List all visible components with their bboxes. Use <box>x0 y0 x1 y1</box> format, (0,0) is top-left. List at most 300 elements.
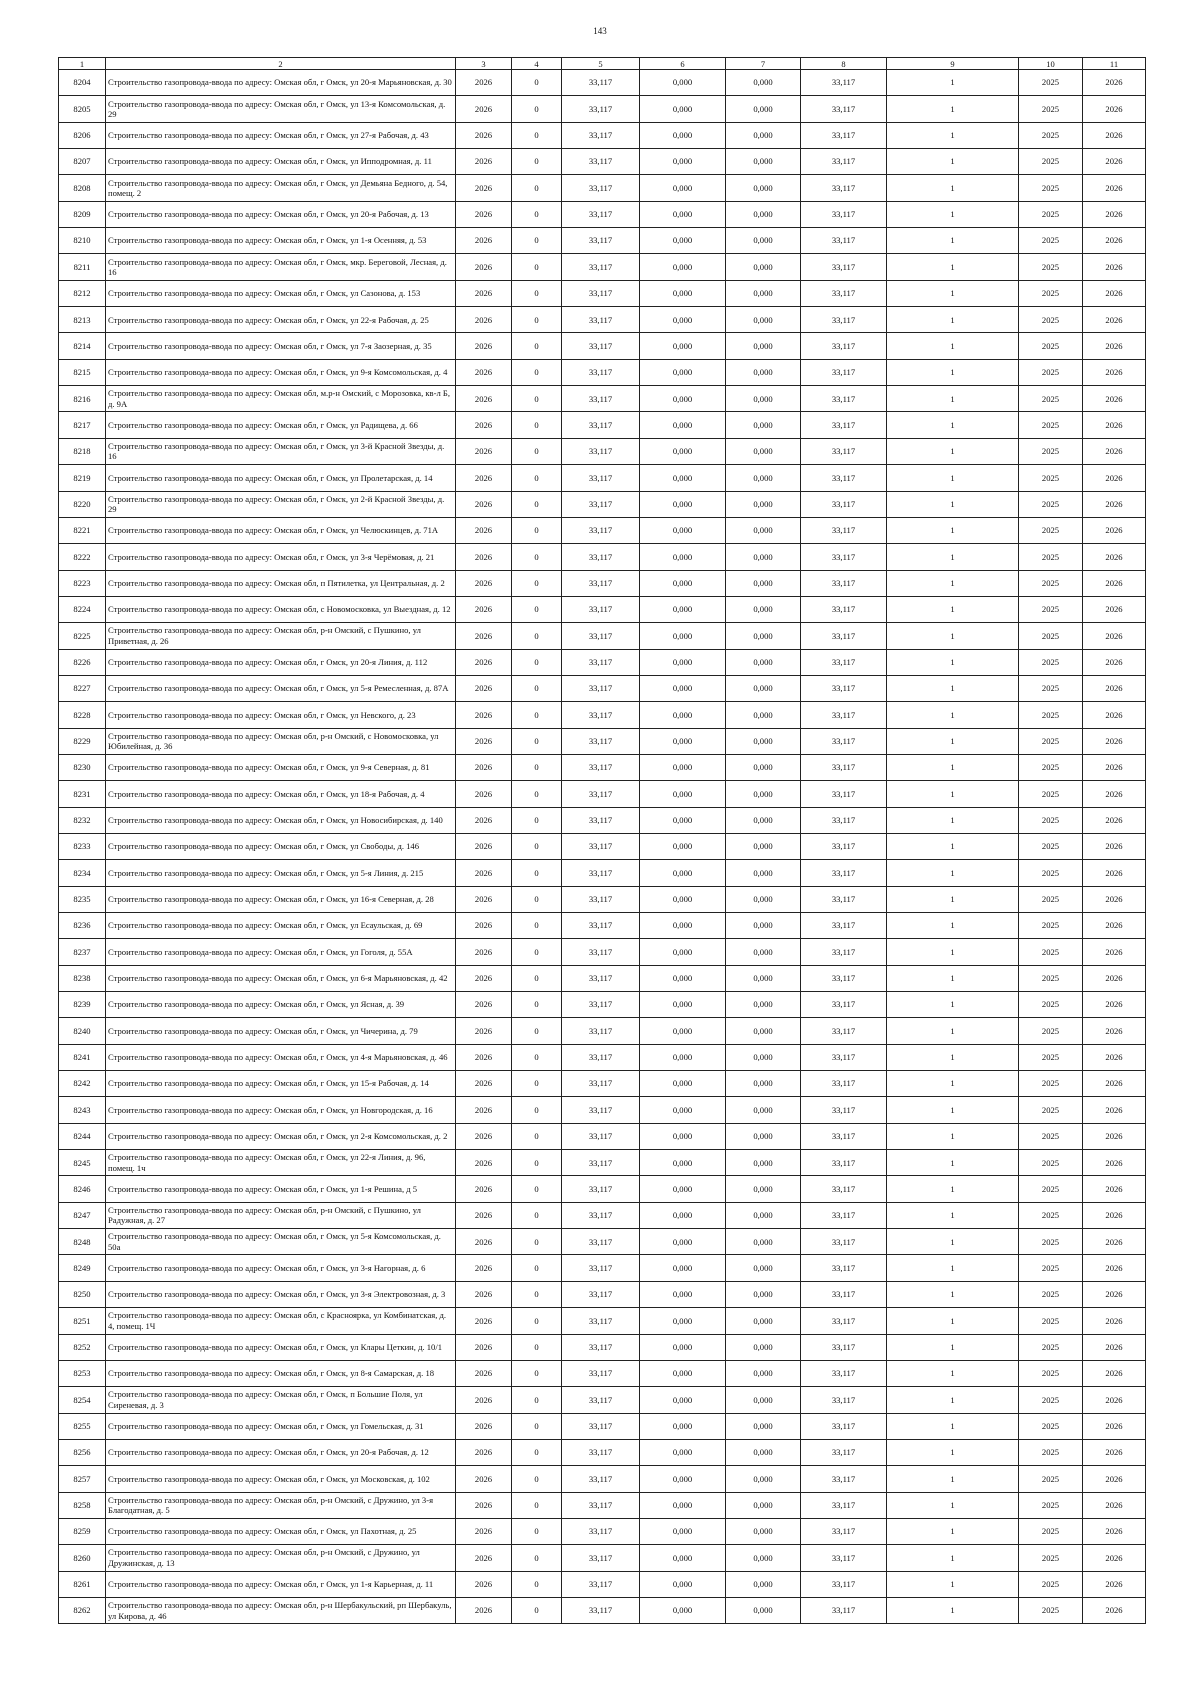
column-5-cell: 33,117 <box>562 201 640 227</box>
column-11-cell: 2026 <box>1083 1571 1146 1597</box>
column-9-cell: 1 <box>887 1255 1019 1281</box>
column-3-cell: 2026 <box>456 1308 512 1334</box>
column-11-cell: 2026 <box>1083 149 1146 175</box>
description-cell: Строительство газопровода-ввода по адресу: Омская обл, г Омск, п Большие Поля, ул Сиреневая, д. 3 <box>106 1387 456 1413</box>
column-5-cell: 33,117 <box>562 1281 640 1307</box>
column-4-cell: 0 <box>512 491 562 517</box>
column-6-cell: 0,000 <box>640 1018 726 1044</box>
column-9-cell: 1 <box>887 1571 1019 1597</box>
column-6-cell: 0,000 <box>640 570 726 596</box>
column-10-cell: 2025 <box>1019 1492 1083 1518</box>
column-9-cell: 1 <box>887 702 1019 728</box>
column-11-cell: 2026 <box>1083 1466 1146 1492</box>
column-5-cell: 33,117 <box>562 517 640 543</box>
row-number-cell: 8255 <box>59 1413 106 1439</box>
column-4-cell: 0 <box>512 781 562 807</box>
column-4-cell: 0 <box>512 254 562 280</box>
column-10-cell: 2025 <box>1019 1439 1083 1465</box>
column-4-cell: 0 <box>512 1071 562 1097</box>
column-9-cell: 1 <box>887 70 1019 96</box>
column-11-cell: 2026 <box>1083 465 1146 491</box>
table-row <box>59 1018 1146 1044</box>
column-8-cell: 33,117 <box>801 333 887 359</box>
column-3-cell: 2026 <box>456 412 512 438</box>
column-3-cell: 2026 <box>456 939 512 965</box>
column-11-cell: 2026 <box>1083 596 1146 622</box>
column-6-cell: 0,000 <box>640 201 726 227</box>
column-4-cell: 0 <box>512 1255 562 1281</box>
column-6-cell: 0,000 <box>640 1597 726 1623</box>
column-11-cell: 2026 <box>1083 1308 1146 1334</box>
column-4-cell: 0 <box>512 1334 562 1360</box>
column-5-cell: 33,117 <box>562 307 640 333</box>
column-8-cell: 33,117 <box>801 307 887 333</box>
column-5-cell: 33,117 <box>562 675 640 701</box>
column-11-cell: 2026 <box>1083 1018 1146 1044</box>
column-7-cell: 0,000 <box>726 333 801 359</box>
column-5-cell: 33,117 <box>562 1492 640 1518</box>
column-header: 9 <box>887 58 1019 70</box>
column-5-cell: 33,117 <box>562 1439 640 1465</box>
column-5-cell: 33,117 <box>562 807 640 833</box>
column-5-cell: 33,117 <box>562 649 640 675</box>
column-4-cell: 0 <box>512 307 562 333</box>
column-8-cell: 33,117 <box>801 1466 887 1492</box>
column-7-cell: 0,000 <box>726 1466 801 1492</box>
column-9-cell: 1 <box>887 1123 1019 1149</box>
column-5-cell: 33,117 <box>562 965 640 991</box>
column-8-cell: 33,117 <box>801 438 887 464</box>
column-4-cell: 0 <box>512 544 562 570</box>
column-5-cell: 33,117 <box>562 596 640 622</box>
column-10-cell: 2025 <box>1019 1123 1083 1149</box>
table-row <box>59 1044 1146 1070</box>
table-row <box>59 1281 1146 1307</box>
description-cell: Строительство газопровода-ввода по адресу: Омская обл, г Омск, ул 20-я Марьяновская, д. 30 <box>106 70 456 96</box>
column-7-cell: 0,000 <box>726 1229 801 1255</box>
table-header <box>59 58 1146 70</box>
column-5-cell: 33,117 <box>562 1571 640 1597</box>
column-11-cell: 2026 <box>1083 1518 1146 1544</box>
column-6-cell: 0,000 <box>640 333 726 359</box>
description-cell: Строительство газопровода-ввода по адресу: Омская обл, г Омск, мкр. Береговой, Лесная, д. 16 <box>106 254 456 280</box>
column-9-cell: 1 <box>887 175 1019 201</box>
column-7-cell: 0,000 <box>726 886 801 912</box>
column-4-cell: 0 <box>512 992 562 1018</box>
column-5-cell: 33,117 <box>562 913 640 939</box>
column-3-cell: 2026 <box>456 675 512 701</box>
row-number-cell: 8221 <box>59 517 106 543</box>
column-7-cell: 0,000 <box>726 412 801 438</box>
column-10-cell: 2025 <box>1019 465 1083 491</box>
column-8-cell: 33,117 <box>801 517 887 543</box>
column-8-cell: 33,117 <box>801 1308 887 1334</box>
column-4-cell: 0 <box>512 596 562 622</box>
column-5-cell: 33,117 <box>562 886 640 912</box>
column-11-cell: 2026 <box>1083 1281 1146 1307</box>
description-cell: Строительство газопровода-ввода по адресу: Омская обл, г Омск, ул Ясная, д. 39 <box>106 992 456 1018</box>
column-9-cell: 1 <box>887 1202 1019 1228</box>
column-4-cell: 0 <box>512 939 562 965</box>
table-row <box>59 438 1146 464</box>
column-6-cell: 0,000 <box>640 1044 726 1070</box>
column-7-cell: 0,000 <box>726 201 801 227</box>
column-8-cell: 33,117 <box>801 1439 887 1465</box>
column-9-cell: 1 <box>887 623 1019 649</box>
column-3-cell: 2026 <box>456 702 512 728</box>
registry-table <box>58 57 1146 1624</box>
column-7-cell: 0,000 <box>726 96 801 122</box>
column-8-cell: 33,117 <box>801 781 887 807</box>
table-row <box>59 412 1146 438</box>
column-10-cell: 2025 <box>1019 307 1083 333</box>
column-6-cell: 0,000 <box>640 728 726 754</box>
column-11-cell: 2026 <box>1083 781 1146 807</box>
column-5-cell: 33,117 <box>562 228 640 254</box>
column-9-cell: 1 <box>887 228 1019 254</box>
column-10-cell: 2025 <box>1019 1044 1083 1070</box>
column-10-cell: 2025 <box>1019 1255 1083 1281</box>
column-8-cell: 33,117 <box>801 649 887 675</box>
description-cell: Строительство газопровода-ввода по адресу: Омская обл, г Омск, ул Гомельская, д. 31 <box>106 1413 456 1439</box>
column-6-cell: 0,000 <box>640 359 726 385</box>
description-cell: Строительство газопровода-ввода по адресу: Омская обл, г Омск, ул 5-я Линия, д. 215 <box>106 860 456 886</box>
column-7-cell: 0,000 <box>726 228 801 254</box>
column-8-cell: 33,117 <box>801 1360 887 1386</box>
description-cell: Строительство газопровода-ввода по адресу: Омская обл, с Красноярка, ул Комбинатская, д. 4, помещ. 1Ч <box>106 1308 456 1334</box>
column-header: 4 <box>512 58 562 70</box>
description-cell: Строительство газопровода-ввода по адресу: Омская обл, р-н Омский, с Дружино, ул 3-я Благодатная, д. 5 <box>106 1492 456 1518</box>
column-11-cell: 2026 <box>1083 1492 1146 1518</box>
column-9-cell: 1 <box>887 386 1019 412</box>
column-6-cell: 0,000 <box>640 491 726 517</box>
column-9-cell: 1 <box>887 412 1019 438</box>
description-cell: Строительство газопровода-ввода по адресу: Омская обл, г Омск, ул Демьяна Бедного, д. 54, помещ. 2 <box>106 175 456 201</box>
table-row <box>59 1518 1146 1544</box>
description-cell: Строительство газопровода-ввода по адресу: Омская обл, р-н Омский, с Новомосковка, ул Юбилейная, д. 36 <box>106 728 456 754</box>
column-header: 6 <box>640 58 726 70</box>
row-number-cell: 8261 <box>59 1571 106 1597</box>
row-number-cell: 8239 <box>59 992 106 1018</box>
column-9-cell: 1 <box>887 201 1019 227</box>
column-6-cell: 0,000 <box>640 1439 726 1465</box>
column-5-cell: 33,117 <box>562 860 640 886</box>
row-number-cell: 8237 <box>59 939 106 965</box>
column-5-cell: 33,117 <box>562 1123 640 1149</box>
column-3-cell: 2026 <box>456 70 512 96</box>
description-cell: Строительство газопровода-ввода по адресу: Омская обл, г Омск, ул Сазонова, д. 153 <box>106 280 456 306</box>
column-8-cell: 33,117 <box>801 254 887 280</box>
column-4-cell: 0 <box>512 1571 562 1597</box>
column-7-cell: 0,000 <box>726 623 801 649</box>
row-number-cell: 8217 <box>59 412 106 438</box>
column-8-cell: 33,117 <box>801 1255 887 1281</box>
column-10-cell: 2025 <box>1019 623 1083 649</box>
column-7-cell: 0,000 <box>726 675 801 701</box>
table-row <box>59 702 1146 728</box>
column-8-cell: 33,117 <box>801 412 887 438</box>
column-3-cell: 2026 <box>456 1466 512 1492</box>
table-row <box>59 860 1146 886</box>
column-3-cell: 2026 <box>456 860 512 886</box>
column-7-cell: 0,000 <box>726 754 801 780</box>
column-3-cell: 2026 <box>456 1123 512 1149</box>
description-cell: Строительство газопровода-ввода по адресу: Омская обл, г Омск, ул 20-я Рабочая, д. 12 <box>106 1439 456 1465</box>
description-cell: Строительство газопровода-ввода по адресу: Омская обл, г Омск, ул 22-я Рабочая, д. 25 <box>106 307 456 333</box>
column-header: 7 <box>726 58 801 70</box>
description-cell: Строительство газопровода-ввода по адресу: Омская обл, г Омск, ул 8-я Самарская, д. 18 <box>106 1360 456 1386</box>
column-6-cell: 0,000 <box>640 149 726 175</box>
column-7-cell: 0,000 <box>726 1597 801 1623</box>
table-row <box>59 1413 1146 1439</box>
column-11-cell: 2026 <box>1083 833 1146 859</box>
column-8-cell: 33,117 <box>801 1571 887 1597</box>
description-cell: Строительство газопровода-ввода по адресу: Омская обл, г Омск, ул Есаульская, д. 69 <box>106 913 456 939</box>
column-10-cell: 2025 <box>1019 1202 1083 1228</box>
column-3-cell: 2026 <box>456 807 512 833</box>
column-7-cell: 0,000 <box>726 1439 801 1465</box>
column-8-cell: 33,117 <box>801 728 887 754</box>
column-5-cell: 33,117 <box>562 412 640 438</box>
column-4-cell: 0 <box>512 754 562 780</box>
column-10-cell: 2025 <box>1019 913 1083 939</box>
column-4-cell: 0 <box>512 913 562 939</box>
column-3-cell: 2026 <box>456 1176 512 1202</box>
column-7-cell: 0,000 <box>726 860 801 886</box>
table-row <box>59 965 1146 991</box>
column-7-cell: 0,000 <box>726 728 801 754</box>
description-cell: Строительство газопровода-ввода по адресу: Омская обл, р-н Омский, с Дружино, ул Дружинская, д. 13 <box>106 1545 456 1571</box>
column-4-cell: 0 <box>512 1387 562 1413</box>
column-3-cell: 2026 <box>456 1150 512 1176</box>
row-number-cell: 8235 <box>59 886 106 912</box>
table-row <box>59 649 1146 675</box>
column-8-cell: 33,117 <box>801 570 887 596</box>
column-8-cell: 33,117 <box>801 465 887 491</box>
row-number-cell: 8232 <box>59 807 106 833</box>
column-8-cell: 33,117 <box>801 491 887 517</box>
column-7-cell: 0,000 <box>726 702 801 728</box>
column-11-cell: 2026 <box>1083 307 1146 333</box>
table-row <box>59 254 1146 280</box>
column-11-cell: 2026 <box>1083 807 1146 833</box>
column-11-cell: 2026 <box>1083 1150 1146 1176</box>
column-8-cell: 33,117 <box>801 1334 887 1360</box>
column-3-cell: 2026 <box>456 886 512 912</box>
column-9-cell: 1 <box>887 1229 1019 1255</box>
column-10-cell: 2025 <box>1019 1097 1083 1123</box>
row-number-cell: 8214 <box>59 333 106 359</box>
column-3-cell: 2026 <box>456 280 512 306</box>
column-8-cell: 33,117 <box>801 833 887 859</box>
row-number-cell: 8230 <box>59 754 106 780</box>
row-number-cell: 8243 <box>59 1097 106 1123</box>
column-11-cell: 2026 <box>1083 886 1146 912</box>
column-8-cell: 33,117 <box>801 228 887 254</box>
column-3-cell: 2026 <box>456 1018 512 1044</box>
column-11-cell: 2026 <box>1083 1176 1146 1202</box>
table-row <box>59 992 1146 1018</box>
column-4-cell: 0 <box>512 1281 562 1307</box>
column-11-cell: 2026 <box>1083 228 1146 254</box>
column-6-cell: 0,000 <box>640 1492 726 1518</box>
column-11-cell: 2026 <box>1083 675 1146 701</box>
column-7-cell: 0,000 <box>726 1492 801 1518</box>
column-7-cell: 0,000 <box>726 438 801 464</box>
column-6-cell: 0,000 <box>640 70 726 96</box>
column-3-cell: 2026 <box>456 1097 512 1123</box>
column-6-cell: 0,000 <box>640 1360 726 1386</box>
column-6-cell: 0,000 <box>640 1308 726 1334</box>
column-3-cell: 2026 <box>456 1597 512 1623</box>
description-cell: Строительство газопровода-ввода по адресу: Омская обл, г Омск, ул 3-й Красной Звезды, д. 16 <box>106 438 456 464</box>
column-5-cell: 33,117 <box>562 465 640 491</box>
column-10-cell: 2025 <box>1019 228 1083 254</box>
table-row <box>59 1597 1146 1623</box>
column-3-cell: 2026 <box>456 570 512 596</box>
column-8-cell: 33,117 <box>801 386 887 412</box>
column-7-cell: 0,000 <box>726 1334 801 1360</box>
column-9-cell: 1 <box>887 965 1019 991</box>
column-header: 5 <box>562 58 640 70</box>
column-3-cell: 2026 <box>456 1439 512 1465</box>
column-10-cell: 2025 <box>1019 939 1083 965</box>
table-row <box>59 149 1146 175</box>
table-row <box>59 833 1146 859</box>
column-10-cell: 2025 <box>1019 1334 1083 1360</box>
column-11-cell: 2026 <box>1083 649 1146 675</box>
column-8-cell: 33,117 <box>801 359 887 385</box>
column-6-cell: 0,000 <box>640 96 726 122</box>
column-3-cell: 2026 <box>456 992 512 1018</box>
description-cell: Строительство газопровода-ввода по адресу: Омская обл, г Омск, ул 5-я Комсомольская, д. 50а <box>106 1229 456 1255</box>
table-row <box>59 939 1146 965</box>
row-number-cell: 8228 <box>59 702 106 728</box>
description-cell: Строительство газопровода-ввода по адресу: Омская обл, г Омск, ул 13-я Комсомольская, д. 29 <box>106 96 456 122</box>
column-7-cell: 0,000 <box>726 307 801 333</box>
column-5-cell: 33,117 <box>562 175 640 201</box>
column-7-cell: 0,000 <box>726 1150 801 1176</box>
column-8-cell: 33,117 <box>801 1281 887 1307</box>
column-9-cell: 1 <box>887 307 1019 333</box>
description-cell: Строительство газопровода-ввода по адресу: Омская обл, г Омск, ул Пахотная, д. 25 <box>106 1518 456 1544</box>
column-6-cell: 0,000 <box>640 1334 726 1360</box>
column-4-cell: 0 <box>512 149 562 175</box>
table-row <box>59 1123 1146 1149</box>
description-cell: Строительство газопровода-ввода по адресу: Омская обл, г Омск, ул Новгородская, д. 16 <box>106 1097 456 1123</box>
table-row <box>59 807 1146 833</box>
column-3-cell: 2026 <box>456 913 512 939</box>
column-9-cell: 1 <box>887 1018 1019 1044</box>
description-cell: Строительство газопровода-ввода по адресу: Омская обл, с Новомосковка, ул Выездная, д. 12 <box>106 596 456 622</box>
column-11-cell: 2026 <box>1083 1413 1146 1439</box>
row-number-cell: 8204 <box>59 70 106 96</box>
table-row <box>59 886 1146 912</box>
description-cell: Строительство газопровода-ввода по адресу: Омская обл, г Омск, ул 5-я Ремесленная, д. 87А <box>106 675 456 701</box>
description-cell: Строительство газопровода-ввода по адресу: Омская обл, г Омск, ул 15-я Рабочая, д. 14 <box>106 1071 456 1097</box>
column-3-cell: 2026 <box>456 1571 512 1597</box>
table-row <box>59 1202 1146 1228</box>
column-5-cell: 33,117 <box>562 623 640 649</box>
column-11-cell: 2026 <box>1083 1334 1146 1360</box>
column-5-cell: 33,117 <box>562 754 640 780</box>
table-row <box>59 517 1146 543</box>
table-row <box>59 1360 1146 1386</box>
column-5-cell: 33,117 <box>562 149 640 175</box>
column-6-cell: 0,000 <box>640 702 726 728</box>
description-cell: Строительство газопровода-ввода по адресу: Омская обл, г Омск, ул 7-я Заозерная, д. 35 <box>106 333 456 359</box>
column-7-cell: 0,000 <box>726 1123 801 1149</box>
description-cell: Строительство газопровода-ввода по адресу: Омская обл, г Омск, ул 20-я Рабочая, д. 13 <box>106 201 456 227</box>
column-10-cell: 2025 <box>1019 149 1083 175</box>
column-9-cell: 1 <box>887 1360 1019 1386</box>
column-3-cell: 2026 <box>456 517 512 543</box>
column-7-cell: 0,000 <box>726 781 801 807</box>
column-6-cell: 0,000 <box>640 623 726 649</box>
table-row <box>59 1387 1146 1413</box>
column-11-cell: 2026 <box>1083 70 1146 96</box>
column-4-cell: 0 <box>512 833 562 859</box>
column-10-cell: 2025 <box>1019 1413 1083 1439</box>
description-cell: Строительство газопровода-ввода по адресу: Омская обл, г Омск, ул Гоголя, д. 55А <box>106 939 456 965</box>
description-cell: Строительство газопровода-ввода по адресу: Омская обл, г Омск, ул 3-я Электровозная, д. 3 <box>106 1281 456 1307</box>
column-11-cell: 2026 <box>1083 1229 1146 1255</box>
column-5-cell: 33,117 <box>562 70 640 96</box>
column-8-cell: 33,117 <box>801 1071 887 1097</box>
column-10-cell: 2025 <box>1019 122 1083 148</box>
column-3-cell: 2026 <box>456 96 512 122</box>
column-3-cell: 2026 <box>456 1360 512 1386</box>
column-5-cell: 33,117 <box>562 781 640 807</box>
column-3-cell: 2026 <box>456 649 512 675</box>
column-11-cell: 2026 <box>1083 1202 1146 1228</box>
column-6-cell: 0,000 <box>640 1202 726 1228</box>
column-6-cell: 0,000 <box>640 175 726 201</box>
column-3-cell: 2026 <box>456 359 512 385</box>
column-11-cell: 2026 <box>1083 728 1146 754</box>
column-10-cell: 2025 <box>1019 649 1083 675</box>
table-row <box>59 1492 1146 1518</box>
column-10-cell: 2025 <box>1019 1229 1083 1255</box>
description-cell: Строительство газопровода-ввода по адресу: Омская обл, г Омск, ул Клары Цеткин, д. 10/1 <box>106 1334 456 1360</box>
column-4-cell: 0 <box>512 1466 562 1492</box>
table-row <box>59 1334 1146 1360</box>
column-3-cell: 2026 <box>456 1071 512 1097</box>
column-4-cell: 0 <box>512 1360 562 1386</box>
column-11-cell: 2026 <box>1083 1597 1146 1623</box>
column-7-cell: 0,000 <box>726 544 801 570</box>
column-7-cell: 0,000 <box>726 1360 801 1386</box>
column-11-cell: 2026 <box>1083 333 1146 359</box>
row-number-cell: 8238 <box>59 965 106 991</box>
column-7-cell: 0,000 <box>726 1387 801 1413</box>
column-9-cell: 1 <box>887 96 1019 122</box>
table-row <box>59 781 1146 807</box>
column-9-cell: 1 <box>887 728 1019 754</box>
column-4-cell: 0 <box>512 1597 562 1623</box>
column-6-cell: 0,000 <box>640 1571 726 1597</box>
column-10-cell: 2025 <box>1019 833 1083 859</box>
column-9-cell: 1 <box>887 939 1019 965</box>
column-11-cell: 2026 <box>1083 517 1146 543</box>
column-9-cell: 1 <box>887 807 1019 833</box>
column-7-cell: 0,000 <box>726 596 801 622</box>
column-7-cell: 0,000 <box>726 649 801 675</box>
column-9-cell: 1 <box>887 860 1019 886</box>
column-5-cell: 33,117 <box>562 1176 640 1202</box>
column-4-cell: 0 <box>512 465 562 491</box>
column-4-cell: 0 <box>512 517 562 543</box>
